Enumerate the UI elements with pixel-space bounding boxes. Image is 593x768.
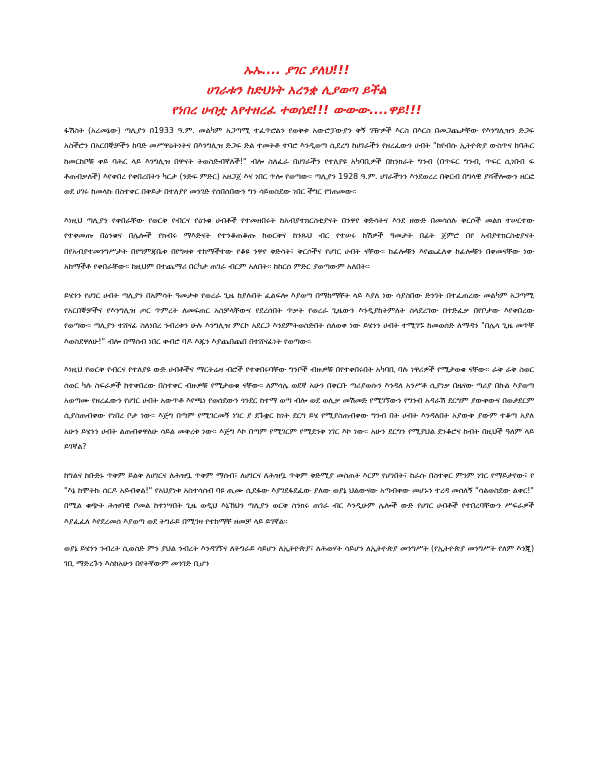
paragraph-1: ፋሽስት (አረመኔው) ጣሊያን በ1933 ዓ.ም. መልካም አጋጣሚ ተፈጥሮልን የወቅቱ አውሮፓውያን ቅኝ ገዥዎች እርስ በእርስ በመጋጨታቸው የእንግሊዝን ድጋፍ አስችሮን በአርበኞቻችን ከባድ መሥዋዕትነትና በእንግሊዝ ድጋፍ ድል ተመትቶ ተባሮ እንዲወጣ ሲደረግ ከሀገራችን የዘረፈውን ሀብት "ከየብሱ ኢትዮጵያ ውስጥና ከባሕር ከመርከቦቹ ቀይ ባሕር ላይ እንግሊዝ በዋናት ትወስድብኛለች!" ብሎ ስለፈራ በሀገራችን የተለያዩ አካባቢዎች በከንክራት ግንብ (በጥፍር ግንብ, ጥፍር ሲነቡበ ፍ ቶጠብቃለች) እየቀበረ የቀበረበትን ካርታ (ንድፍ ምድር) አዘጋጀ እና ነበር ጥሎ የወጣው፡፡ ጣሊያን 1928 ዓ.ም. ሀገራችንን እንደወረረ በቅርብ በግላዊ ያሻችሎውን ዘርፎ ወደ ሀገሩ ከመላኩ በስተቀር በቅይታ በተለያየ መንገድ የሰበሰበውን ግን ሳይወስደው ነበር ችግር የገጠመው፡፡: [64, 126, 534, 197]
title-line-2: ሀገራቱን ከድህነት አረንቋ ሊያወጣ ይችል: [206, 82, 387, 97]
paragraph-3: ይሄንን የሀገር ሀብት ጣሊያን በአምሳት ዓመታቱ የወረራ ጊዜ ከያሉበት ፈልፍሎ እያወጣ በማከማቸት ላይ እያለ ነው ሳያስበው ድንገት በተፈጠረው መልካም አጋጣሚ የአርበኞቻችና የእንግሊዝ ጦር ጥምረት ለመፍጠር አስቻላቸውና የደረሰበት ጥቃት የወረራ ጊዜውን እንዲያከትምለት ስላደረገው በተድፈቃ በየቦታው እየቀበረው የወጣው፡፡ ጣሊያን ተሸናፊ ስለነበረ ንብረቱን ሁሉ እንግሊዝ ምርኮ አደርጋ እንደምትወስድበት ሰለወቀ ነው ይሄንን ሀብት ተሚገኙ ከመወሰድ ለማዳን "በሌላ ጊዜ መጥቸ እወስደዋለሁ!" ብሎ በማሰብ ነበር ቀብሮ ባዶ እጁን እያጨበጨበ በተሸናፊነት የወጣው፡፡: [64, 290, 534, 346]
paragraph-6: ወያኔ ይሄንን ንብረት ሲወስድ ምን ያህል ንብረት እንዳገኘና ለትግራይ ሳይሆን ለኢትዮጵያ፣ ለሕወሃት ሳይሆን ለኢትዮጵያ መንግሥት (የኢትዮጵያ መንግሥት የለም እንጂ) ገቢ ማድረጉን እስከአሁን በየትኛውም መንገድ ቢሆን: [64, 543, 534, 569]
title-line-1: ኡኡ.... ያገር ያለህ!!!: [243, 62, 350, 77]
document-body: [64, 123, 534, 585]
paragraph-4: እነዚህ የወርቅ የብርና የተለያዩ ውድ ሀብቶችና ማርትሬዛ ብሮች የተቀበሩባቸው ግንቦች ብዙዎቹ በየተቀበሩበት አካባቢ ባሉ ነዋሪዎች የሚታወቁ ናቸው፡፡ ራቅ ራቅ ስወር ሰወር ካሉ ስፍራዎች ከተቀበረው በስተቀር ብዙዎቹ የሚታወቁ ናቸው፡፡ ለምሳሌ ወደኛ አሁን በቅርቡ ጣሪያወሱን እንዳለ አንሥቶ ሲያነቃ በዜናው ጣሪያ በኩል እያወጣ አወጣሙ የዘረፈውን የሀገር ሀብት አውጥቶ እየጫነ የወሰደውን ጎንደር ከተማ ወጣ ብሎ ወደ ወሊቃ መሽመድ የሚገኘውን የግንብ አዳራሽ ደርግም ያውቀውና በወታደርም ሲያስጠብቀው የነበረ ቦታ ነው፡፡ እጅግ በጣም የሚገርመኝ ነገር ያ ደጉቋር ከነት ደርግ ይሄ የሚያስጠብቀው ግንብ በት ሀብት እንዳለበት አያውቅ ያውም ተቆጣ አያለ አሁን ይሄንን ሀብት ልጠብቀዋለሁ ሳይል መቅረቱ ነው፡፡ እጅግ እኮ በጣም የሚገርም የሚደንቅ ነገር እኮ ነው፡፡ አሁን ደርግን የሚያህል ደንቆሮና ከብት በዚህች ዓለም ላይ ይገኛል?: [64, 365, 534, 451]
document-title: [0, 60, 593, 120]
paragraph-2: እነዚህ ጣሊያን የቀበራቸው የወርቅ የብርና የዕንቁ ሀብቶች የተመዘበሩት ከአብያተክርስቲያናት በንዋየ ቅድሳትና እንደ ዘውድ በመሳሰሉ ቅርሶች መልክ ተሠርተው የተቀመጡ በዕንቁና በሌሎች የክብሩ ማእድናት የተንቆጠቆጡ ከወርቅና ከንጹህ ብር የተሠሩ ከሽዎች ዓመታት በፊት ጀምሮ በየ አብያተክርስቲያናት በየአብያተመንግሥታት በየግምጃቤቱ በየግዛቱ ተከማችተው የቆዩ ንዋየ ቅድሳት፣ ቅርሶችና የሀገር ሀብት ናቸው፡፡ ከፊሎቹን እየጨፈለቀ ከፊሎቹን በቀመናቸው ነው አከማችቶ የቀበራቸው፡፡ ከዚህም በተጨማሪ በርካታ ጠገራ ብርም አለበት፡፡ ከከርሰ ምድር ያወጣውም አለበት፡፡: [64, 215, 534, 271]
title-line-3: የነበረ ሀብቷ እየተዘረፈ ተወሰደ!!! ውውው....ዋይ!!!: [171, 102, 422, 117]
paragraph-5: ከግልና ከቡድኑ ጥቅም ይልቅ ለሀገርና ለሕዝቧ ጥቅም ማሰብ፣ ለሀገርና ለሕዝቧ ጥቅም ቅድሚያ መስጠት እርም የሆነበት፣ ከራሱ በስተቀር ምንም ነገር የማይታየው፣ የ "እኔ ከሞትኩ ሰርዶ አይብቀል!" የአህያነቱ አስተሳሰብ ባዩ ጢሙ ሲደፋው እያገደፋደፈው ያለው ወያኔ ህልውናው አጣብቀው መሆኑን ተረዳ መሰለኝ "ሳልወስደው ልቀር!" በሚል ቁጭት ሕዝባዊ ቦመል ከተነሣበት ጊዜ ወዲህ እኒኽህን ጣሊያን ወርቅ ስንክሩ ጠገራ ብር እንዲሁም ሌሎች ውድ የሀገር ሀብቶች የተበረባቸውን ሥፍራዎች እያፈፈለ እየደረመሰ እያወጣ ወደ ትግራይ በሚገዛ የተከማቸ ዘመቻ ላይ ይገኛል፡፡: [64, 470, 534, 526]
